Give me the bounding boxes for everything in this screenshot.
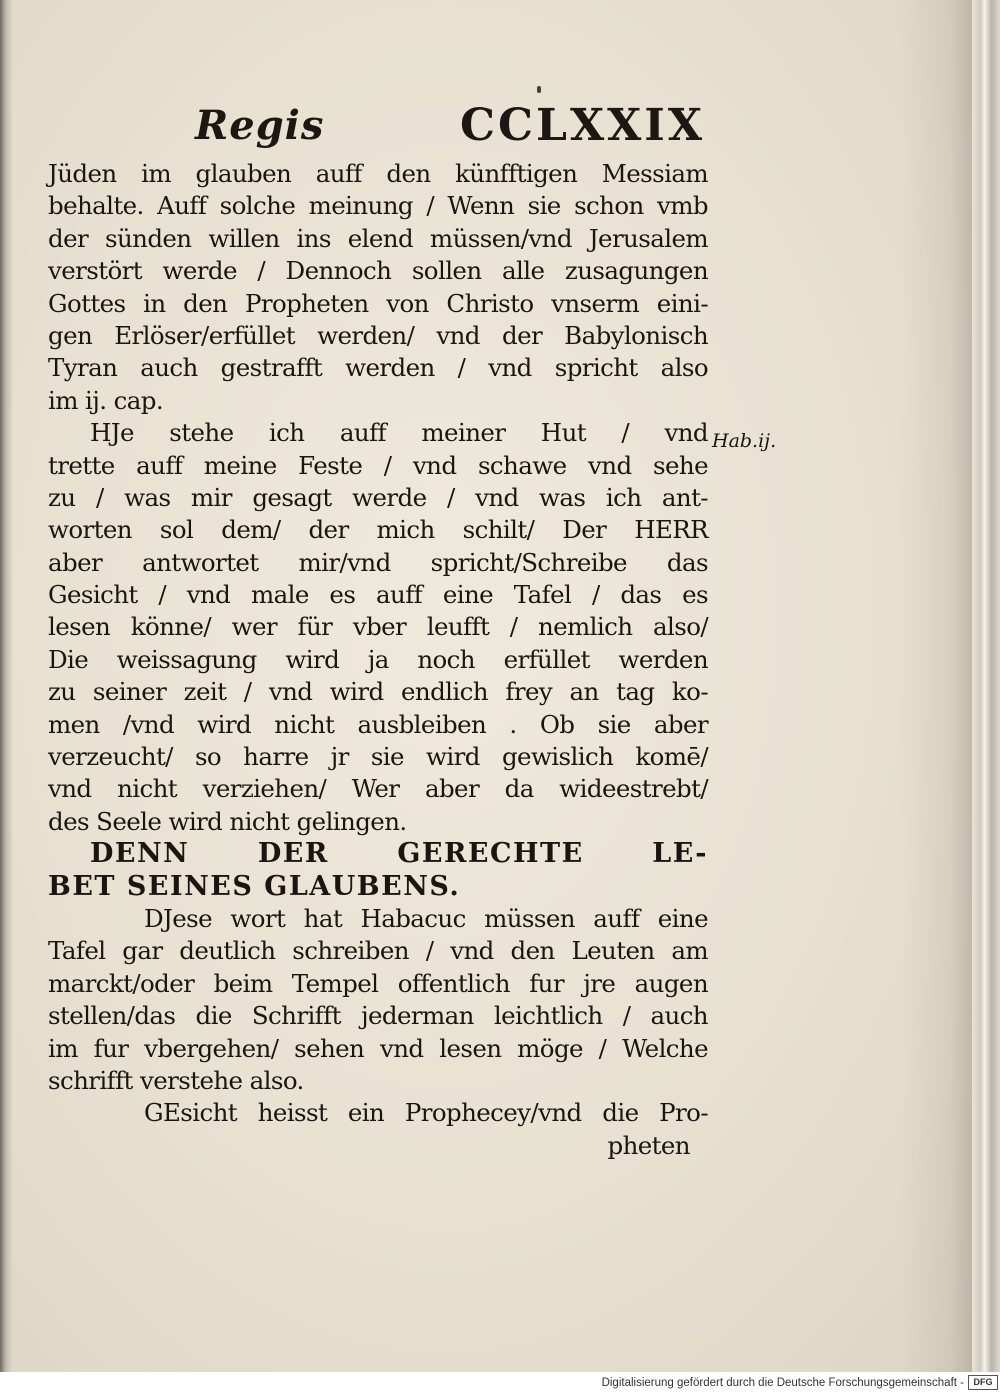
text-line: verstört werde / Dennoch sollen alle zusagungen (48, 256, 708, 286)
text-line: im ij. cap. (48, 385, 164, 415)
catchword-text: pheten (607, 1130, 690, 1160)
quote-line: Die weissagung wird ja noch erfüllet werden (48, 644, 708, 674)
text-line: gen Erlöser/erfüllet werden/ vnd der Babylonisch (48, 320, 708, 350)
quote-line: verzeucht/ so harre jr sie wird gewislich komē/ (48, 742, 708, 772)
running-head: Regis (195, 102, 325, 149)
ink-speck (537, 86, 541, 93)
marginal-note: Hab.ij. (712, 430, 777, 452)
quote-line: HJe stehe ich auff meiner Hut / vnd (90, 418, 708, 448)
quote-line: trette auff meine Feste / vnd schawe vnd sehe (48, 450, 708, 480)
dfg-logo: DFG (968, 1375, 998, 1390)
text-line: behalte. Auff solche meinung / Wenn sie schon vmb (48, 191, 708, 221)
page-fold-shadow (900, 0, 972, 1372)
funding-credit: Digitalisierung gefördert durch die Deutsche Forschungsgemeinschaft - (601, 1377, 964, 1389)
quote-line: vnd nicht verziehen/ Wer aber da wideestrebt/ (48, 774, 708, 804)
text-line: der sünden willen ins elend müssen/vnd Jerusalem (48, 223, 708, 253)
quote-line: zu / was mir gesagt werde / vnd was ich ant- (48, 482, 708, 512)
commentary-line: im fur vbergehen/ sehen vnd lesen möge / Welche (48, 1033, 708, 1063)
catchword (48, 1130, 708, 1162)
commentary-line: Tafel gar deutlich schreiben / vnd den Leuten am (48, 936, 708, 966)
commentary-line: DJese wort hat Habacuc müssen auff eine (144, 903, 708, 933)
commentary-line: marckt/oder beim Tempel offentlich fur jre augen (48, 968, 708, 998)
commentary-line: schrifft verstehe also. (48, 1065, 304, 1095)
text-line: Tyran auch gestrafft werden / vnd spricht also (48, 353, 708, 383)
quote-line: Gesicht / vnd male es auff eine Tafel / das es (48, 580, 708, 610)
text-block (48, 158, 708, 1162)
caps-line: BET SEINES GLAUBENS. (48, 870, 461, 902)
quote-line: zu seiner zeit / vnd wird endlich frey an tag ko- (48, 677, 708, 707)
commentary-line: GEsicht heisst ein Prophecey/vnd die Pro- (144, 1098, 708, 1128)
quote-line: lesen könne/ wer für vber leufft / nemlich also/ (48, 612, 708, 642)
folio-number: CCLXXIX (460, 100, 705, 151)
quote-line: worten sol dem/ der mich schilt/ Der HERR (48, 515, 708, 545)
quote-line: des Seele wird nicht gelingen. (48, 806, 407, 836)
text-line: Jüden im glauben auff den künfftigen Messiam (48, 159, 708, 188)
caps-line: DENN DER GERECHTE LE- (90, 838, 708, 870)
commentary-line: stellen/das die Schrifft jederman leichtlich / auch (48, 1001, 708, 1031)
footer-bar (0, 1372, 1000, 1395)
text-line: Gottes in den Propheten von Christo vnserm eini- (48, 288, 708, 318)
page-header (195, 100, 705, 160)
quote-line: aber antwortet mir/vnd spricht/Schreibe das (48, 547, 708, 577)
page-edge-right (972, 0, 1000, 1372)
quote-line: men /vnd wird nicht ausbleiben . Ob sie aber (48, 709, 708, 739)
